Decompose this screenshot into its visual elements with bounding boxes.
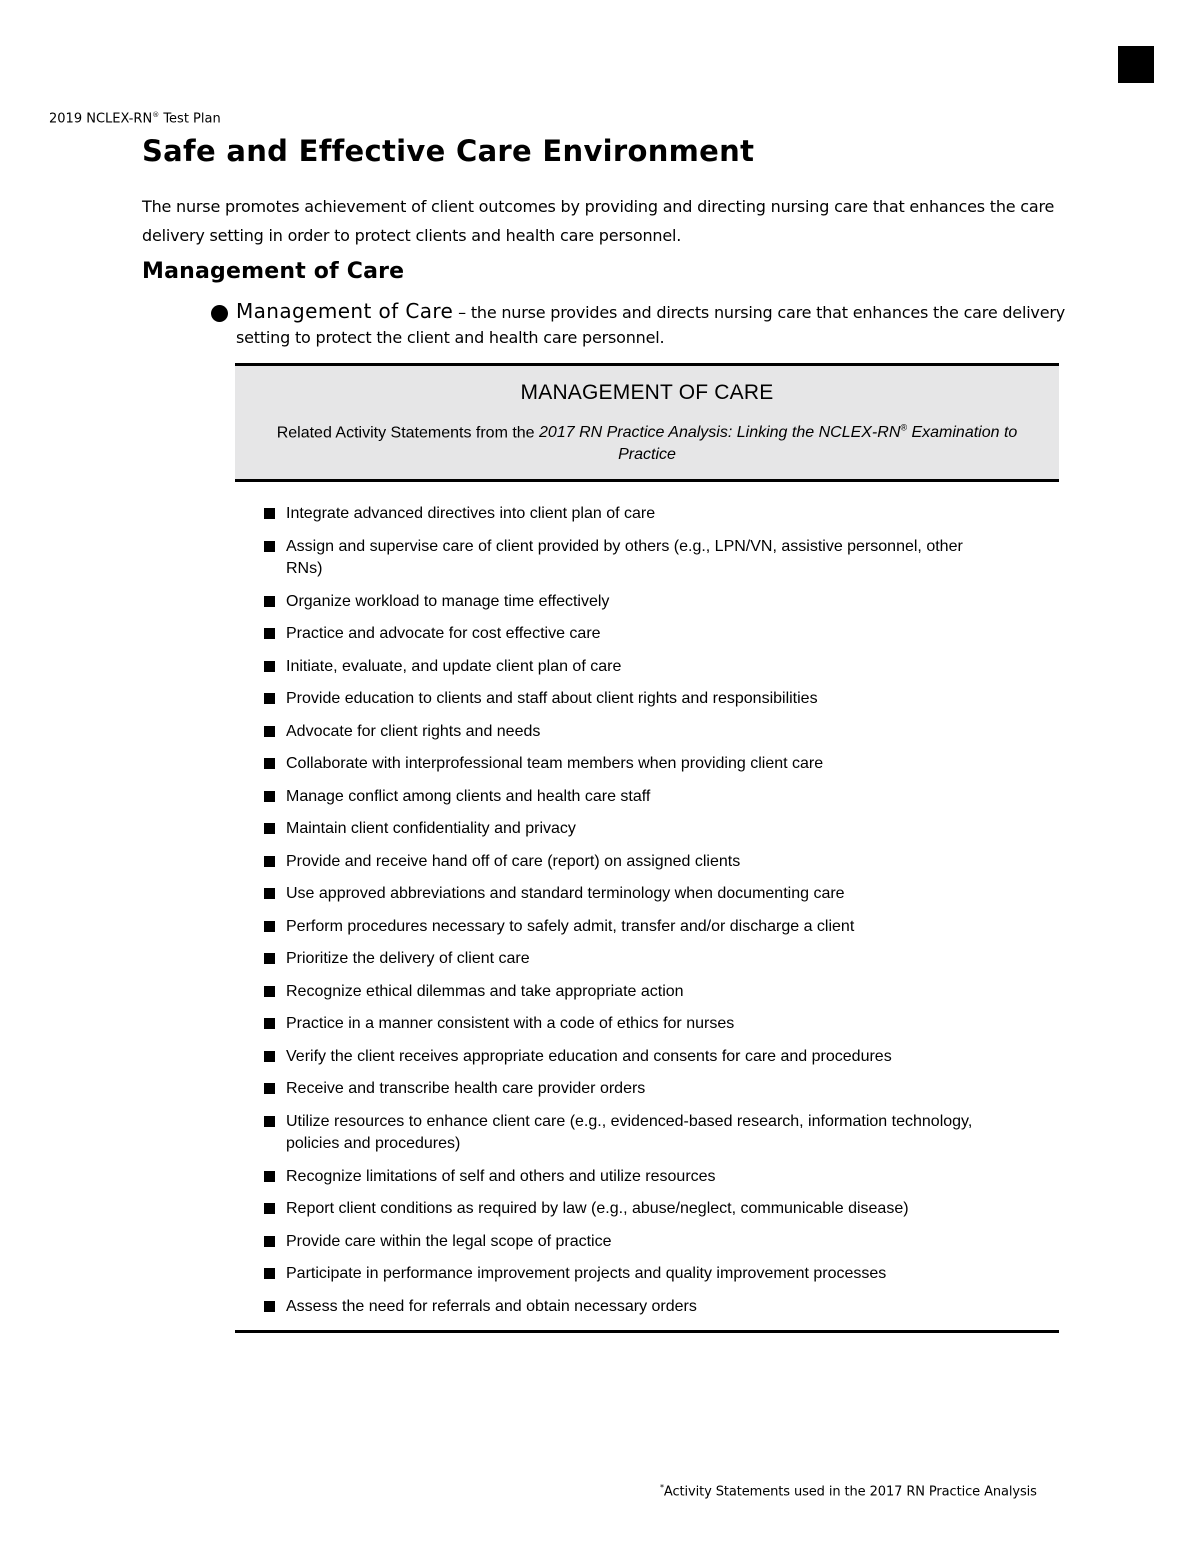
- subsection-management-of-care: [210, 299, 1070, 350]
- subsection-name: Management of Care: [236, 299, 454, 323]
- list-item-text: Utilize resources to enhance client care (e.g., evidenced-based research, information technology, policies and procedures): [286, 1112, 973, 1153]
- list-item: [235, 1263, 1059, 1286]
- list-item-text: Assess the need for referrals and obtain necessary orders: [286, 1297, 697, 1315]
- square-bullet-icon: [264, 1116, 275, 1127]
- square-bullet-icon: [264, 888, 275, 899]
- list-item-text: Perform procedures necessary to safely admit, transfer and/or discharge a client: [286, 917, 855, 935]
- square-bullet-icon: [264, 791, 275, 802]
- list-item-text: Receive and transcribe health care provider orders: [286, 1080, 646, 1098]
- list-item-text: Verify the client receives appropriate education and consents for care and procedures: [286, 1047, 892, 1065]
- list-item-text: Collaborate with interprofessional team members when providing client care: [286, 755, 824, 773]
- list-item-text: Provide care within the legal scope of practice: [286, 1232, 612, 1250]
- list-item: [235, 623, 1059, 646]
- box-subtitle-lead: Related Activity Statements from the: [276, 424, 540, 442]
- list-item: [235, 1231, 1059, 1254]
- list-item-text: Recognize ethical dilemmas and take appropriate action: [286, 982, 684, 1000]
- section-tab-marker: [1118, 46, 1154, 83]
- list-item: [235, 948, 1059, 971]
- list-item: [235, 786, 1059, 809]
- box-registered-mark: ®: [900, 423, 908, 433]
- box-title: MANAGEMENT OF CARE: [520, 381, 774, 404]
- list-item-text: Report client conditions as required by law (e.g., abuse/neglect, communicable disease): [286, 1200, 909, 1218]
- list-item: [235, 1046, 1059, 1069]
- square-bullet-icon: [264, 758, 275, 769]
- square-bullet-icon: [264, 921, 275, 932]
- round-bullet-icon: [211, 305, 228, 322]
- square-bullet-icon: [264, 1236, 275, 1247]
- subsection-text: [236, 299, 1070, 350]
- list-item: [235, 1296, 1059, 1319]
- list-item: [235, 1078, 1059, 1101]
- list-item-text: Assign and supervise care of client provided by others (e.g., LPN/VN, assistive personnel, other RNs): [286, 537, 963, 578]
- square-bullet-icon: [264, 856, 275, 867]
- square-bullet-icon: [264, 1051, 275, 1062]
- list-item: [235, 981, 1059, 1004]
- square-bullet-icon: [264, 541, 275, 552]
- box-subtitle-source: [539, 424, 1017, 463]
- list-item: [235, 1198, 1059, 1221]
- square-bullet-icon: [264, 726, 275, 737]
- box-subtitle: [253, 417, 1041, 466]
- list-item: [235, 656, 1059, 679]
- list-item: [235, 688, 1059, 711]
- list-item: [235, 1013, 1059, 1036]
- page-title: Safe and Effective Care Environment: [142, 134, 755, 168]
- list-item: [235, 883, 1059, 906]
- activity-statements-box: [235, 363, 1059, 1333]
- registered-mark: ®: [152, 111, 160, 119]
- list-item: [235, 721, 1059, 744]
- footnote: [660, 1483, 1037, 1499]
- list-item-text: Practice and advocate for cost effective care: [286, 625, 601, 643]
- square-bullet-icon: [264, 628, 275, 639]
- list-item-text: Prioritize the delivery of client care: [286, 950, 530, 968]
- square-bullet-icon: [264, 693, 275, 704]
- list-item-text: Integrate advanced directives into client plan of care: [286, 505, 656, 523]
- list-item-text: Organize workload to manage time effectively: [286, 592, 610, 610]
- list-item-text: Use approved abbreviations and standard terminology when documenting care: [286, 885, 845, 903]
- square-bullet-icon: [264, 953, 275, 964]
- list-item: [235, 818, 1059, 841]
- list-item-text: Practice in a manner consistent with a code of ethics for nurses: [286, 1015, 735, 1033]
- square-bullet-icon: [264, 508, 275, 519]
- square-bullet-icon: [264, 661, 275, 672]
- square-bullet-icon: [264, 1083, 275, 1094]
- square-bullet-icon: [264, 1171, 275, 1182]
- box-bottom-rule: [235, 1330, 1059, 1333]
- square-bullet-icon: [264, 823, 275, 834]
- subsection-description: – the nurse provides and directs nursing care that enhances the care delivery setting to protect the client and health care personnel.: [236, 303, 1065, 347]
- list-item: [235, 1166, 1059, 1189]
- running-header: [49, 111, 221, 126]
- intro-paragraph: The nurse promotes achievement of client outcomes by providing and directing nursing care that enhances the care delivery setting in order to protect clients and health care personnel.: [142, 197, 1055, 245]
- list-item-text: Initiate, evaluate, and update client plan of care: [286, 657, 622, 675]
- list-item: [235, 1111, 1059, 1156]
- list-item-text: Advocate for client rights and needs: [286, 722, 541, 740]
- square-bullet-icon: [264, 1301, 275, 1312]
- box-subtitle-source-end: Examination to Practice: [618, 424, 1018, 464]
- square-bullet-icon: [264, 596, 275, 607]
- square-bullet-icon: [264, 1268, 275, 1279]
- activity-list: [235, 482, 1059, 1318]
- square-bullet-icon: [264, 1018, 275, 1029]
- footnote-text: Activity Statements used in the 2017 RN Practice Analysis: [663, 1484, 1037, 1500]
- list-item-text: Maintain client confidentiality and privacy: [286, 820, 576, 838]
- box-subtitle-source-title: 2017 RN Practice Analysis: Linking the NCLEX-RN: [539, 424, 901, 442]
- list-item-text: Recognize limitations of self and others and utilize resources: [286, 1167, 716, 1185]
- running-header-suffix: Test Plan: [159, 111, 221, 127]
- list-item: [235, 536, 1059, 581]
- square-bullet-icon: [264, 1203, 275, 1214]
- list-item: [235, 591, 1059, 614]
- footnote-mark: *: [660, 1483, 664, 1492]
- list-item: [235, 753, 1059, 776]
- list-item: [235, 916, 1059, 939]
- list-item-text: Provide education to clients and staff about client rights and responsibilities: [286, 690, 818, 708]
- list-item-text: Manage conflict among clients and health care staff: [286, 787, 651, 805]
- list-item-text: Participate in performance improvement projects and quality improvement processes: [286, 1265, 887, 1283]
- running-header-title: 2019 NCLEX-RN: [49, 111, 153, 127]
- box-header: [235, 363, 1059, 482]
- list-item-text: Provide and receive hand off of care (report) on assigned clients: [286, 852, 741, 870]
- section-heading: Management of Care: [142, 259, 405, 284]
- list-item: [235, 503, 1059, 526]
- square-bullet-icon: [264, 986, 275, 997]
- list-item: [235, 851, 1059, 874]
